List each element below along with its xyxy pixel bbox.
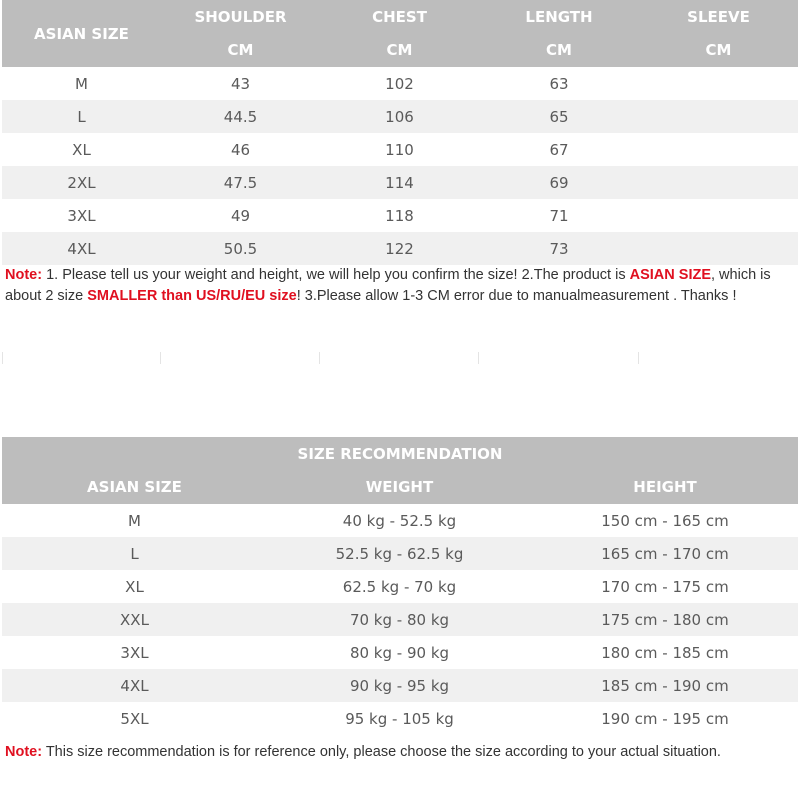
note-text-3: ! 3.Please allow 1-3 CM error due to manualmeasurement . Thanks !: [296, 288, 737, 304]
cell-size: 3XL: [67, 206, 96, 225]
note-highlight-asian-size: ASIAN SIZE: [629, 267, 711, 283]
cell-height: 165 cm - 170 cm: [601, 544, 729, 563]
cell-height: 150 cm - 165 cm: [601, 511, 729, 530]
cell-size: L: [130, 544, 139, 563]
recommendation-title-row: [2, 437, 798, 470]
cell-chest: 122: [385, 239, 414, 258]
cell-sleeve: [639, 133, 798, 166]
cell-weight: 62.5 kg - 70 kg: [342, 577, 457, 596]
table-row: [2, 100, 798, 133]
note-label: Note:: [5, 267, 43, 283]
cell-length: 69: [549, 173, 569, 192]
divider-tick: [319, 352, 320, 364]
size-recommendation-table: [2, 437, 798, 735]
cell-shoulder: 43: [230, 74, 251, 93]
cell-size: XXL: [120, 610, 149, 629]
table-row: [2, 199, 798, 232]
cell-size: 2XL: [67, 173, 96, 192]
cell-size: 4XL: [67, 239, 96, 258]
cell-sleeve: [639, 100, 798, 133]
size-chart-table: [2, 0, 798, 265]
recommendation-title: SIZE RECOMMENDATION: [297, 444, 503, 463]
cell-length: 73: [549, 239, 569, 258]
cell-height: 190 cm - 195 cm: [601, 709, 729, 728]
table-row: [2, 702, 798, 735]
divider-tick: [478, 352, 479, 364]
divider-tick: [2, 352, 3, 364]
header-chest: CHEST: [372, 7, 427, 26]
cell-weight: 90 kg - 95 kg: [349, 676, 450, 695]
cell-size: 3XL: [120, 643, 149, 662]
cell-length: 67: [549, 140, 569, 159]
cell-sleeve: [639, 199, 798, 232]
cell-weight: 95 kg - 105 kg: [345, 709, 454, 728]
cell-weight: 70 kg - 80 kg: [349, 610, 450, 629]
cell-shoulder: 47.5: [223, 173, 258, 192]
cell-size: 4XL: [120, 676, 149, 695]
cell-size: 5XL: [120, 709, 149, 728]
cell-height: 185 cm - 190 cm: [601, 676, 729, 695]
size-chart-header-row: [2, 0, 798, 33]
table-row: [2, 537, 798, 570]
cell-chest: 106: [385, 107, 414, 126]
cell-weight: 40 kg - 52.5 kg: [342, 511, 457, 530]
cell-size: L: [77, 107, 86, 126]
header-asian-size: ASIAN SIZE: [34, 24, 129, 43]
header-asian-size: ASIAN SIZE: [87, 478, 182, 496]
table-row: [2, 603, 798, 636]
unit-length: CM: [546, 41, 572, 59]
cell-sleeve: [639, 232, 798, 265]
cell-chest: 102: [385, 74, 414, 93]
note-text-2: , which is about 2 size: [5, 267, 771, 304]
cell-length: 65: [549, 107, 569, 126]
cell-size: XL: [125, 577, 144, 596]
size-chart-note: [5, 265, 795, 321]
header-shoulder: SHOULDER: [194, 7, 287, 26]
unit-chest: CM: [386, 41, 413, 59]
cell-length: 71: [549, 206, 569, 225]
table-row: [2, 232, 798, 265]
header-weight: WEIGHT: [365, 478, 434, 496]
cell-height: 170 cm - 175 cm: [601, 577, 729, 596]
cell-height: 180 cm - 185 cm: [601, 643, 729, 662]
note-label: Note:: [5, 744, 43, 760]
unit-shoulder: CM: [227, 41, 254, 59]
cell-shoulder: 44.5: [223, 107, 258, 126]
cell-chest: 114: [385, 173, 414, 192]
table-row: [2, 166, 798, 199]
header-sleeve: SLEEVE: [687, 7, 750, 26]
cell-sleeve: [639, 166, 798, 199]
cell-sleeve: [639, 67, 798, 100]
cell-shoulder: 50.5: [223, 239, 258, 258]
note-text: This size recommendation is for reference only, please choose the size according to your actual situation.: [42, 744, 721, 760]
recommendation-header-row: [2, 470, 798, 504]
cell-length: 63: [549, 74, 569, 93]
cell-size: M: [75, 74, 88, 93]
cell-size: XL: [72, 140, 91, 159]
cell-size: M: [128, 511, 141, 530]
table-row: [2, 67, 798, 100]
header-height: HEIGHT: [633, 478, 697, 496]
note-text-1: 1. Please tell us your weight and height, we will help you confirm the size! 2.The product is: [42, 267, 630, 283]
recommendation-note: [5, 742, 795, 763]
cell-chest: 110: [385, 140, 414, 159]
divider-ticks: [0, 352, 800, 364]
divider-tick: [160, 352, 161, 364]
note-highlight-smaller: SMALLER than US/RU/EU size: [87, 288, 297, 304]
table-row: [2, 133, 798, 166]
table-row: [2, 669, 798, 702]
cell-weight: 80 kg - 90 kg: [349, 643, 450, 662]
table-row: [2, 504, 798, 537]
header-length: LENGTH: [525, 7, 593, 26]
cell-weight: 52.5 kg - 62.5 kg: [335, 544, 464, 563]
cell-height: 175 cm - 180 cm: [601, 610, 729, 629]
divider-tick: [638, 352, 639, 364]
table-row: [2, 570, 798, 603]
cell-shoulder: 46: [230, 140, 251, 159]
table-row: [2, 636, 798, 669]
cell-chest: 118: [385, 206, 414, 225]
unit-sleeve: CM: [705, 41, 732, 59]
cell-shoulder: 49: [230, 206, 251, 225]
